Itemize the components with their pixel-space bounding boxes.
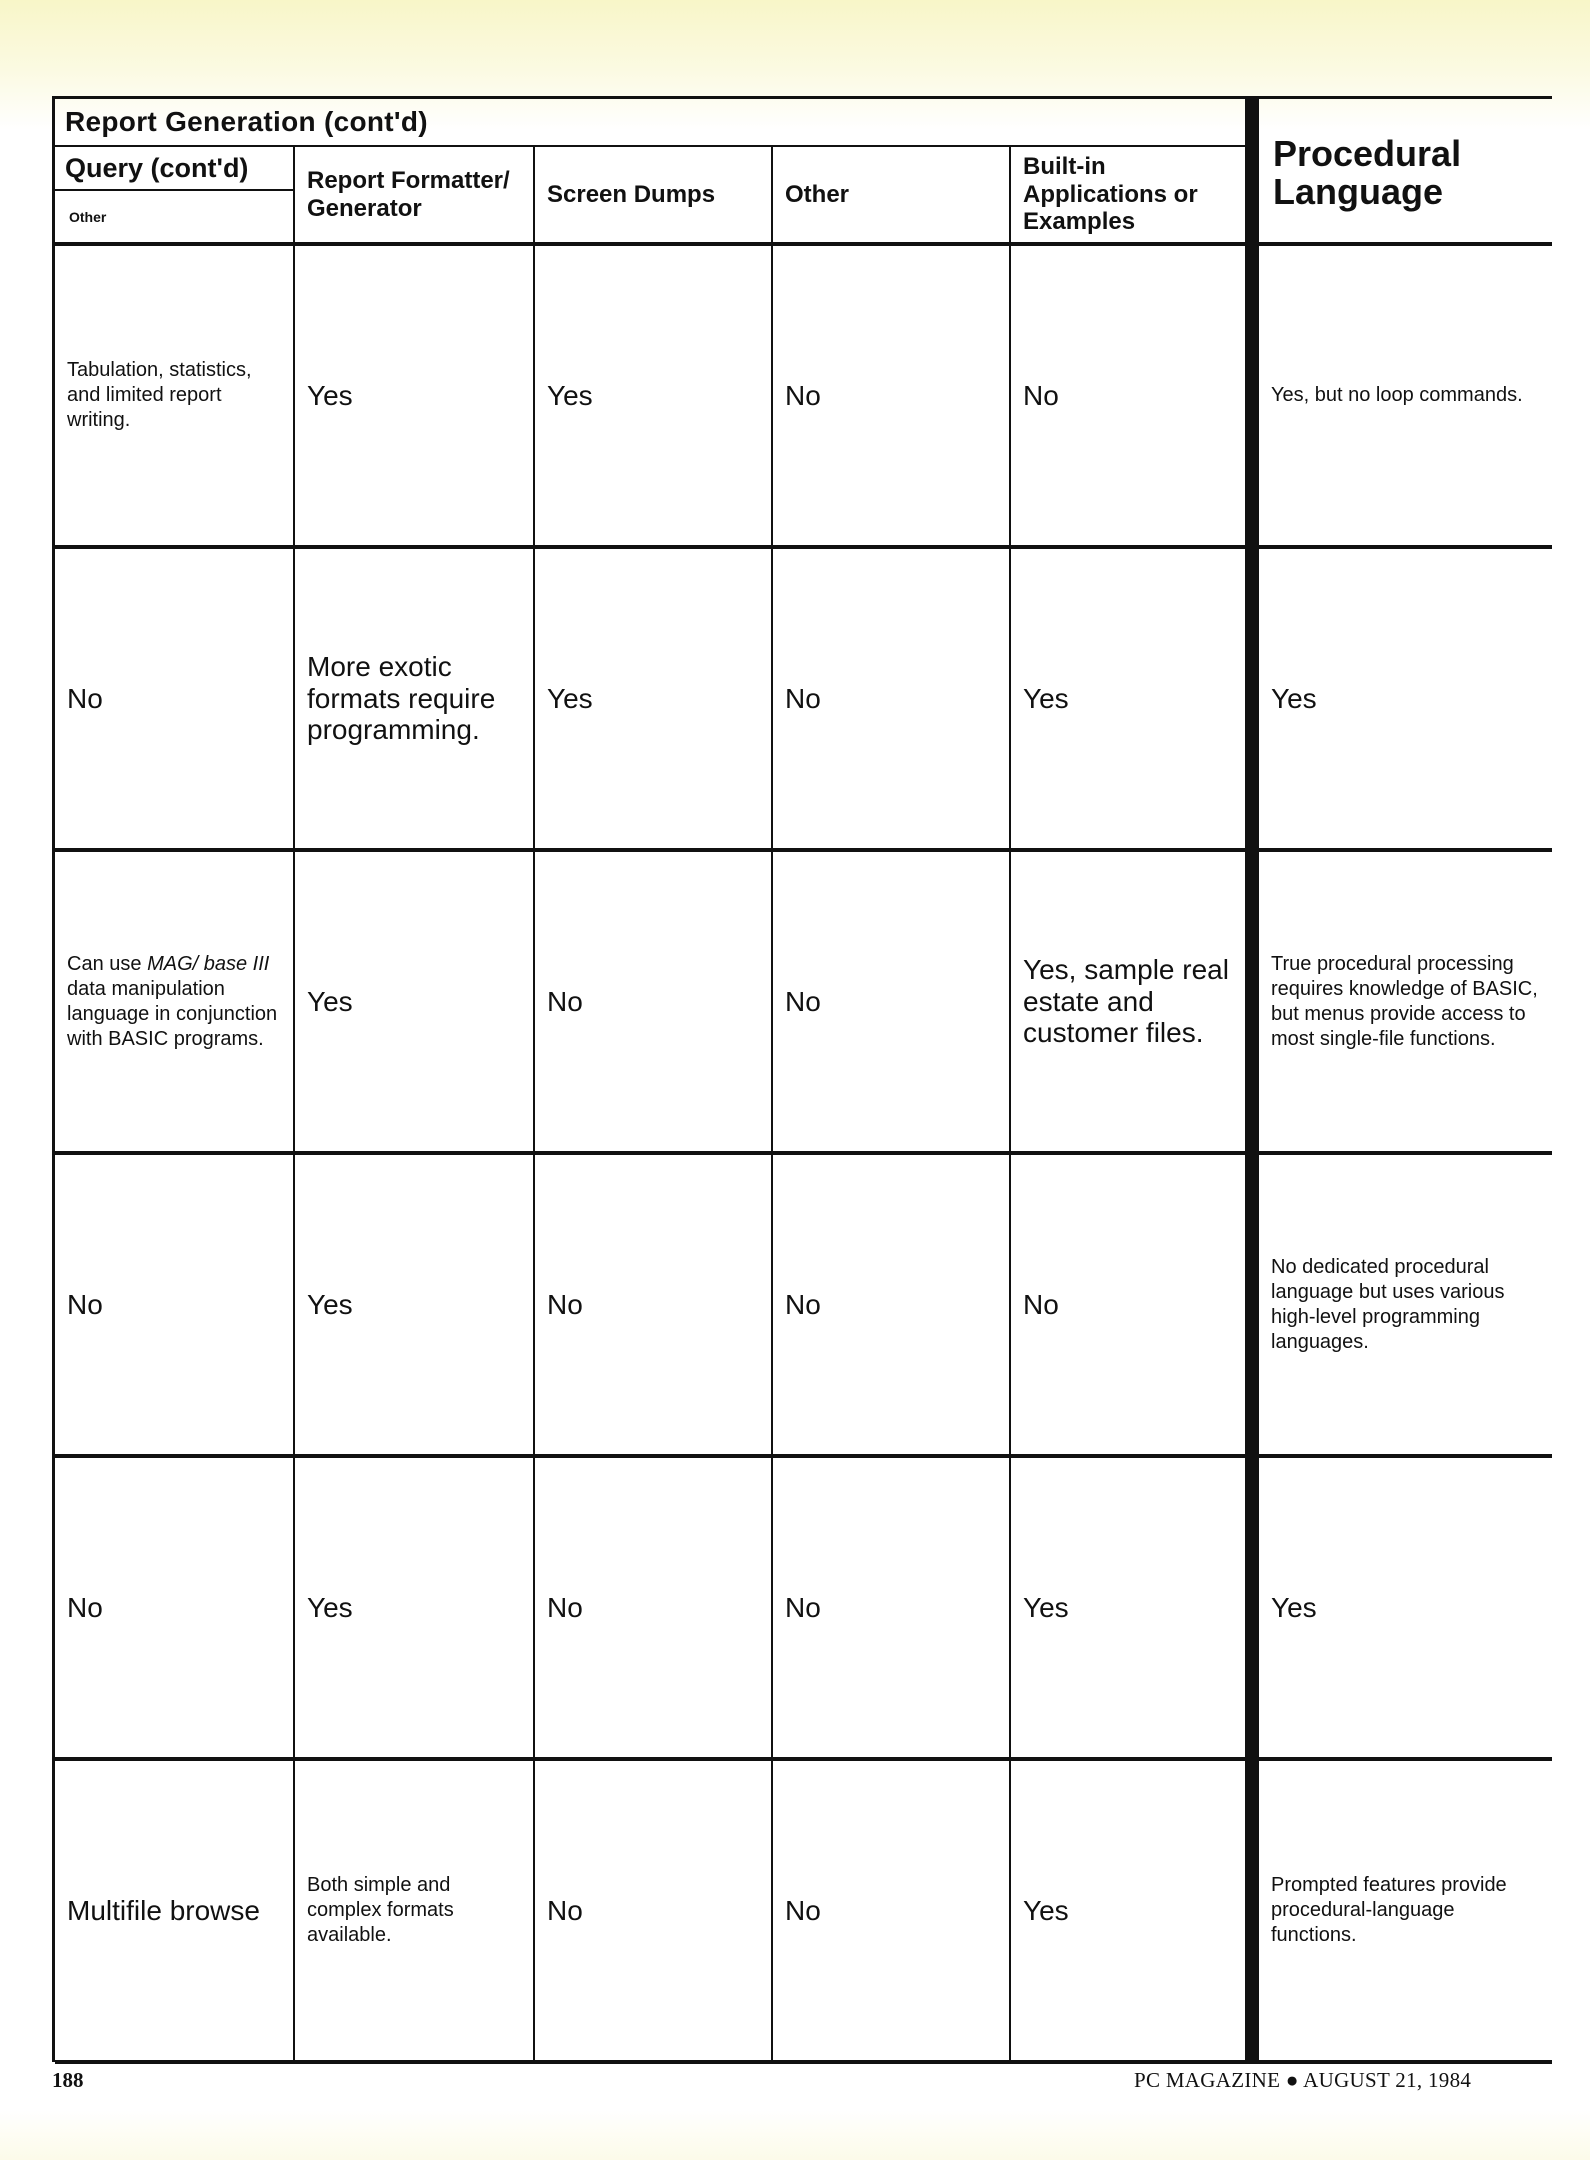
row-1-built-in: No <box>1011 246 1247 549</box>
row-5-procedural: Yes <box>1259 1458 1552 1761</box>
row-1-query-other: Tabulation, statistics, and limited report writing. <box>55 246 295 549</box>
page-number: 188 <box>52 2068 84 2092</box>
row-2-report-formatter: More exotic formats require programming. <box>295 549 535 852</box>
publication-footer: PC MAGAZINE ● AUGUST 21, 1984 <box>1134 2068 1472 2092</box>
row-4-other: No <box>773 1155 1011 1458</box>
column-divider <box>1247 99 1259 2064</box>
column-header-other: Other <box>773 147 1011 246</box>
row-4-screen-dumps: No <box>535 1155 773 1458</box>
row-1-screen-dumps: Yes <box>535 246 773 549</box>
report-generation-header: Report Generation (cont'd) <box>55 99 1247 147</box>
row-6-procedural: Prompted features provide procedural-language functions. <box>1259 1761 1552 2064</box>
row-2-other: No <box>773 549 1011 852</box>
row-2-procedural: Yes <box>1259 549 1552 852</box>
row-6-screen-dumps: No <box>535 1761 773 2064</box>
row-4-query-other: No <box>55 1155 295 1458</box>
row-2-built-in: Yes <box>1011 549 1247 852</box>
column-header-built-in: Built-in Applications or Examples <box>1011 147 1247 246</box>
row-2-screen-dumps: Yes <box>535 549 773 852</box>
procedural-language-header: Procedural Language <box>1259 99 1552 246</box>
column-header-report-formatter: Report Formatter/ Generator <box>295 147 535 246</box>
row-6-report-formatter: Both simple and complex formats available. <box>295 1761 535 2064</box>
row-6-built-in: Yes <box>1011 1761 1247 2064</box>
row-3-query-other-text: Can use MAG/ base III data manipulation language in conjunction with BASIC programs. <box>67 952 278 1050</box>
row-3-built-in: Yes, sample real estate and customer files. <box>1011 852 1247 1155</box>
query-subtitle: Other <box>69 208 107 225</box>
row-1-other: No <box>773 246 1011 549</box>
row-1-report-formatter: Yes <box>295 246 535 549</box>
row-5-other: No <box>773 1458 1011 1761</box>
row-5-report-formatter: Yes <box>295 1458 535 1761</box>
row-4-report-formatter: Yes <box>295 1155 535 1458</box>
row-3-other: No <box>773 852 1011 1155</box>
row-2-query-other: No <box>55 549 295 852</box>
row-3-report-formatter: Yes <box>295 852 535 1155</box>
row-6-query-other: Multifile browse <box>55 1761 295 2064</box>
row-1-procedural: Yes, but no loop commands. <box>1259 246 1552 549</box>
row-5-screen-dumps: No <box>535 1458 773 1761</box>
row-6-other: No <box>773 1761 1011 2064</box>
row-3-screen-dumps: No <box>535 852 773 1155</box>
row-5-query-other: No <box>55 1458 295 1761</box>
row-4-built-in: No <box>1011 1155 1247 1458</box>
row-4-procedural: No dedicated procedural language but uses various high-level programming languages. <box>1259 1155 1552 1458</box>
query-title: Query (cont'd) <box>55 147 293 191</box>
column-header-screen-dumps: Screen Dumps <box>535 147 773 246</box>
row-5-built-in: Yes <box>1011 1458 1247 1761</box>
query-header <box>55 147 295 246</box>
comparison-table <box>52 96 1552 2062</box>
row-3-query-other <box>55 852 295 1155</box>
row-3-procedural: True procedural processing requires knowledge of BASIC, but menus provide access to most single-file functions. <box>1259 852 1552 1155</box>
